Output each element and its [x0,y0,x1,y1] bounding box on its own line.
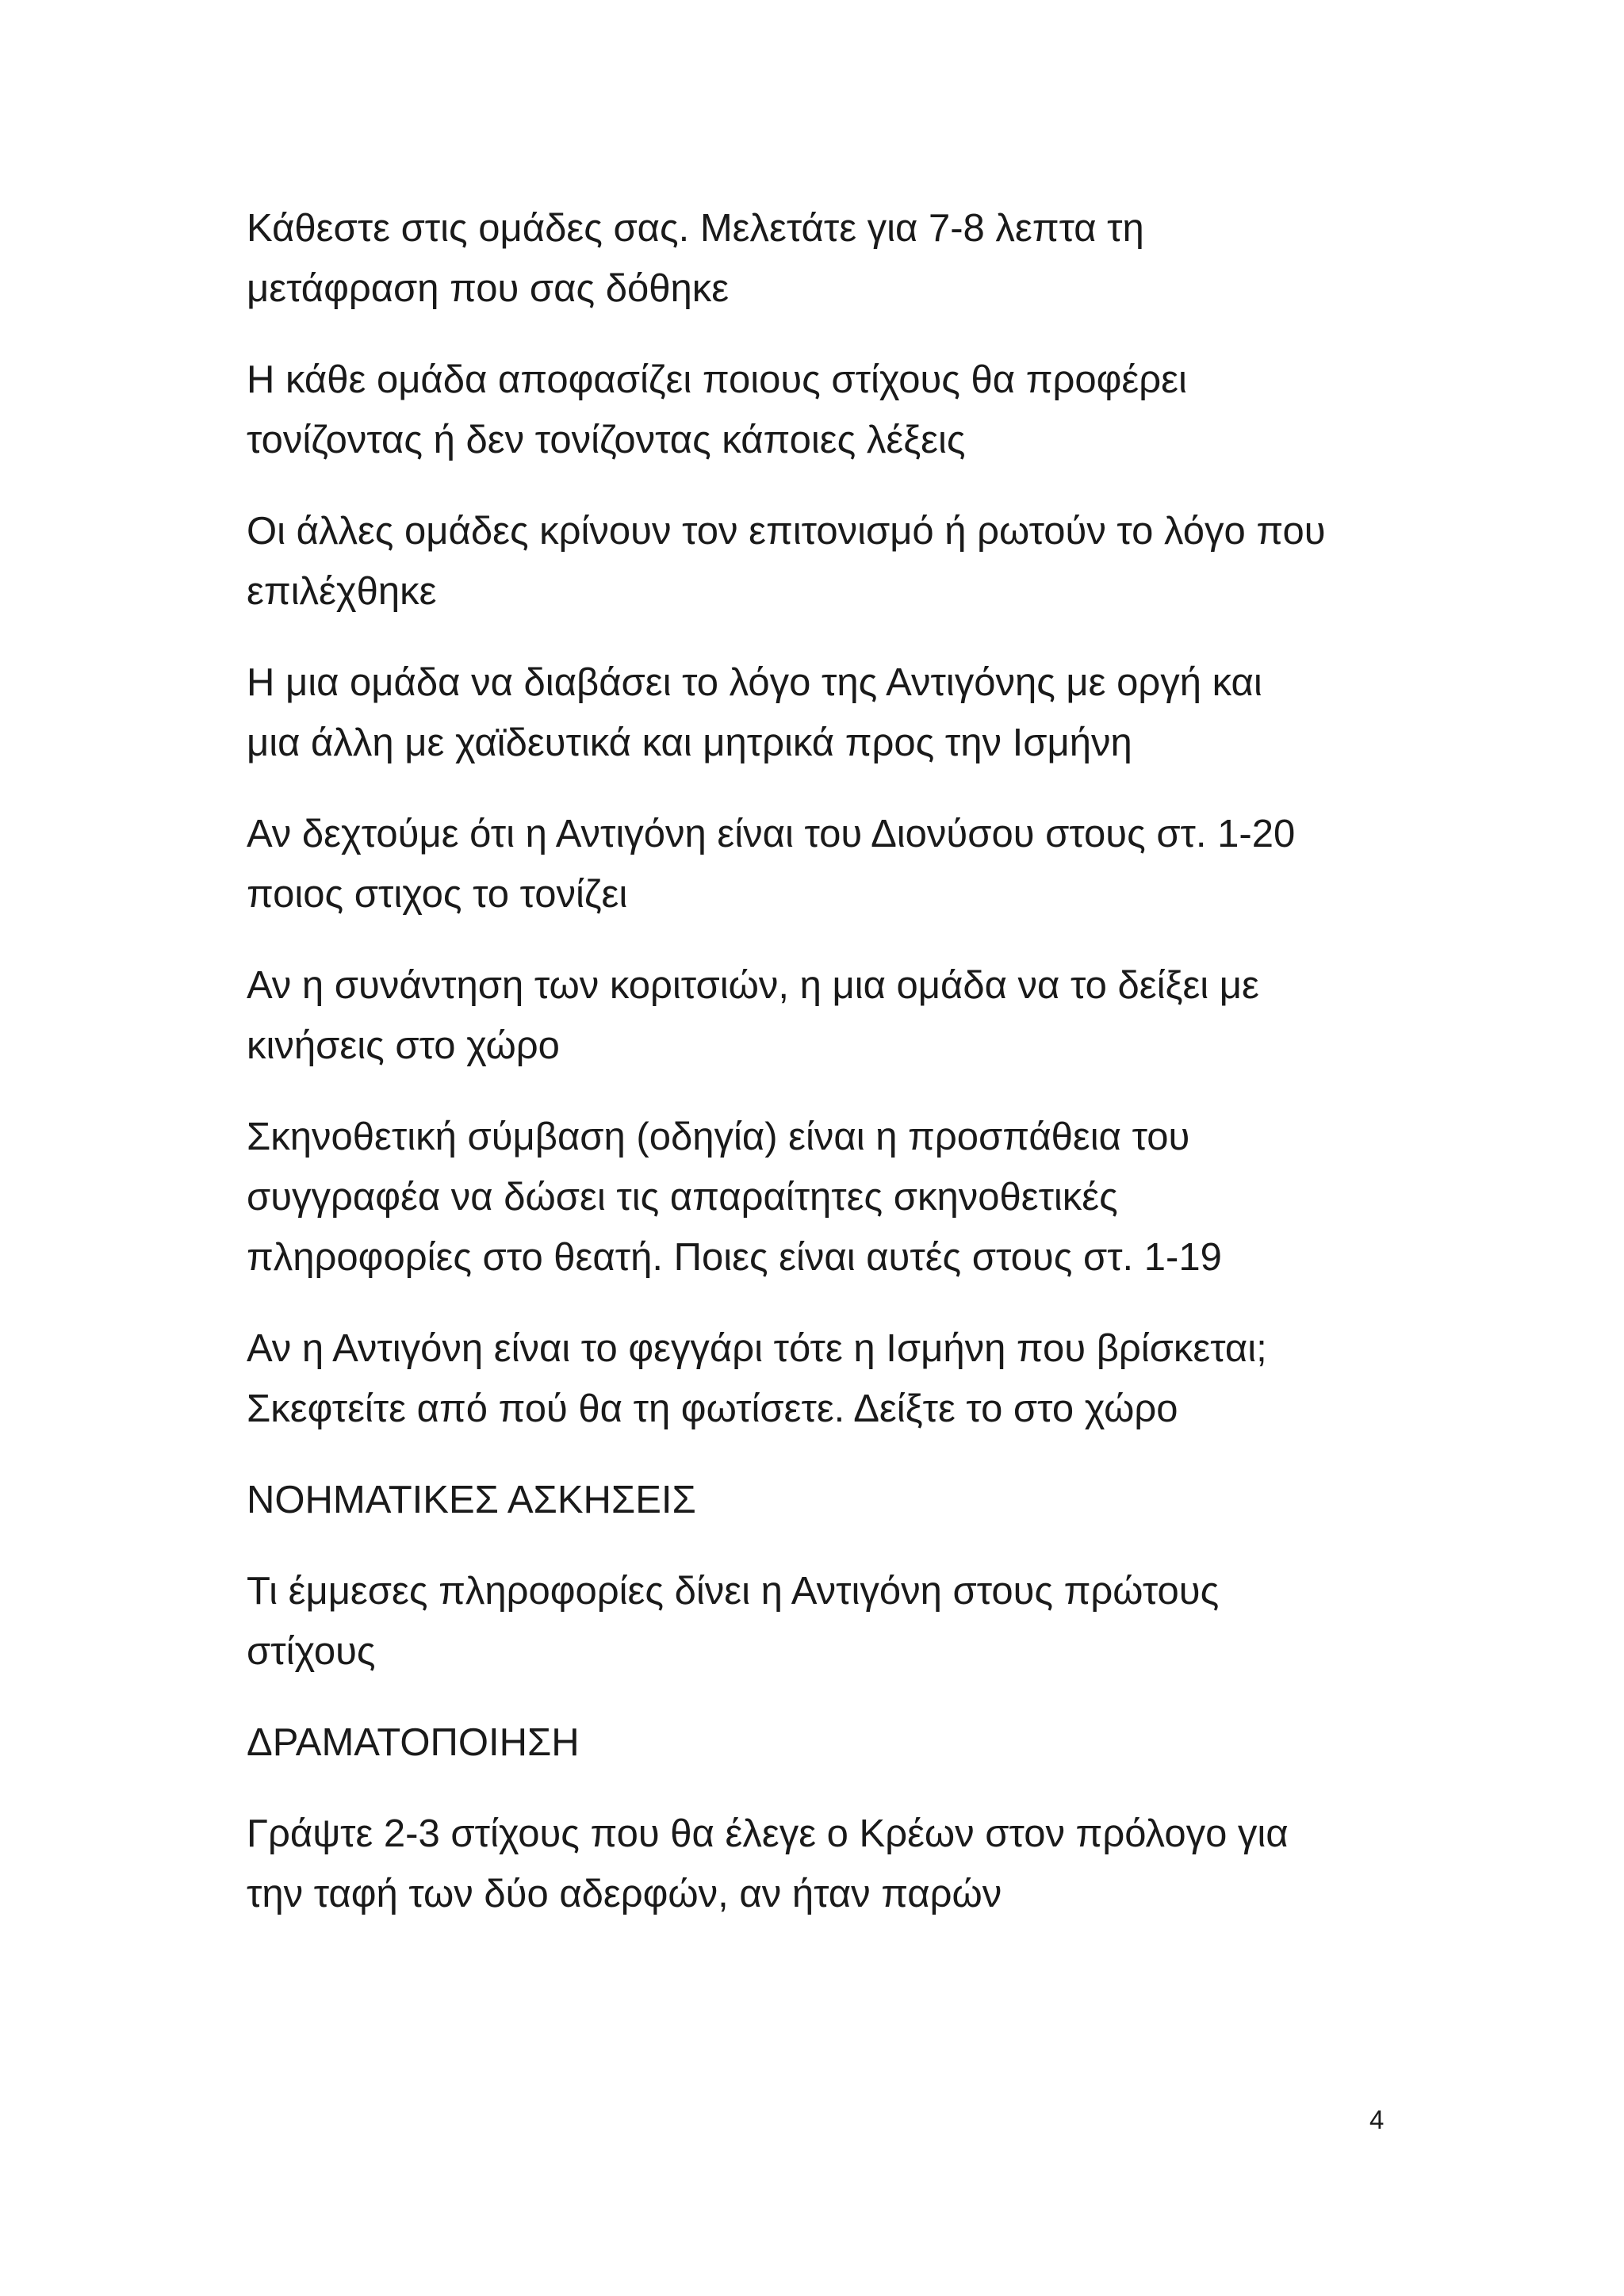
heading-text: ΔΡΑΜΑΤΟΠΟΙΗΣΗ [247,1721,580,1764]
text-line: επιλέχθηκε [247,570,437,613]
text-line: Σκεφτείτε από πού θα τη φωτίσετε. Δείξτε το στο χώρο [247,1387,1178,1430]
text-line: Γράψτε 2-3 στίχους που θα έλεγε ο Κρέων στον πρόλογο για [247,1812,1289,1855]
text-line: Η μια ομάδα να διαβάσει το λόγο της Αντιγόνης με οργή και [247,661,1262,704]
paragraph-indirect-information [247,1561,1412,1682]
text-line: Αν δεχτούμε ότι η Αντιγόνη είναι του Διονύσου στους στ. 1-20 [247,813,1296,855]
page-number: 4 [1369,2105,1385,2134]
paragraph-moon-lighting [247,1318,1412,1439]
text-line: συγγραφέα να δώσει τις απαραίτητες σκηνοθετικές [247,1176,1118,1219]
text-line: Οι άλλες ομάδες κρίνουν τον επιτονισμό ή ρωτούν το λόγο που [247,510,1326,553]
paragraph-girls-meeting [247,955,1412,1076]
text-line: μετάφραση που σας δόθηκε [247,267,730,310]
text-line: Αν η Αντιγόνη είναι το φεγγάρι τότε η Ισμήνη που βρίσκεται; [247,1327,1267,1370]
text-line: την ταφή των δύο αδερφών, αν ήταν παρών [247,1873,1002,1915]
section-heading-dramatization [247,1712,1412,1773]
text-line: ποιος στιχος το τονίζει [247,873,628,916]
paragraph-write-creon-verses [247,1804,1412,1924]
paragraph-study-groups [247,198,1412,319]
page-body [247,198,1412,1955]
paragraph-stage-convention [247,1107,1412,1288]
section-heading-comprehension-exercises [247,1470,1412,1530]
text-line: πληροφορίες στο θεατή. Ποιες είναι αυτές στους στ. 1-19 [247,1236,1222,1279]
paragraph-read-antigone-speech [247,652,1412,773]
text-line: Τι έμμεσες πληροφορίες δίνει η Αντιγόνη στους πρώτους [247,1570,1220,1613]
text-line: Σκηνοθετική σύμβαση (οδηγία) είναι η προσπάθεια του [247,1115,1190,1158]
text-line: Κάθεστε στις ομάδες σας. Μελετάτε για 7-8 λεπτα τη [247,207,1144,250]
text-line: μια άλλη με χαϊδευτικά και μητρικά προς την Ισμήνη [247,721,1132,764]
text-line: στίχους [247,1630,376,1673]
text-line: τονίζοντας ή δεν τονίζοντας κάποιες λέξεις [247,419,966,461]
paragraph-dionysus-verse [247,804,1412,924]
text-line: κινήσεις στο χώρο [247,1024,560,1067]
text-line: Η κάθε ομάδα αποφασίζει ποιους στίχους θα προφέρει [247,358,1187,401]
heading-text: ΝΟΗΜΑΤΙΚΕΣ ΑΣΚΗΣΕΙΣ [247,1479,696,1521]
paragraph-group-decides-verses [247,350,1412,470]
text-line: Αν η συνάντηση των κοριτσιών, η μια ομάδα να το δείξει με [247,964,1259,1007]
paragraph-other-groups-judge [247,501,1412,622]
